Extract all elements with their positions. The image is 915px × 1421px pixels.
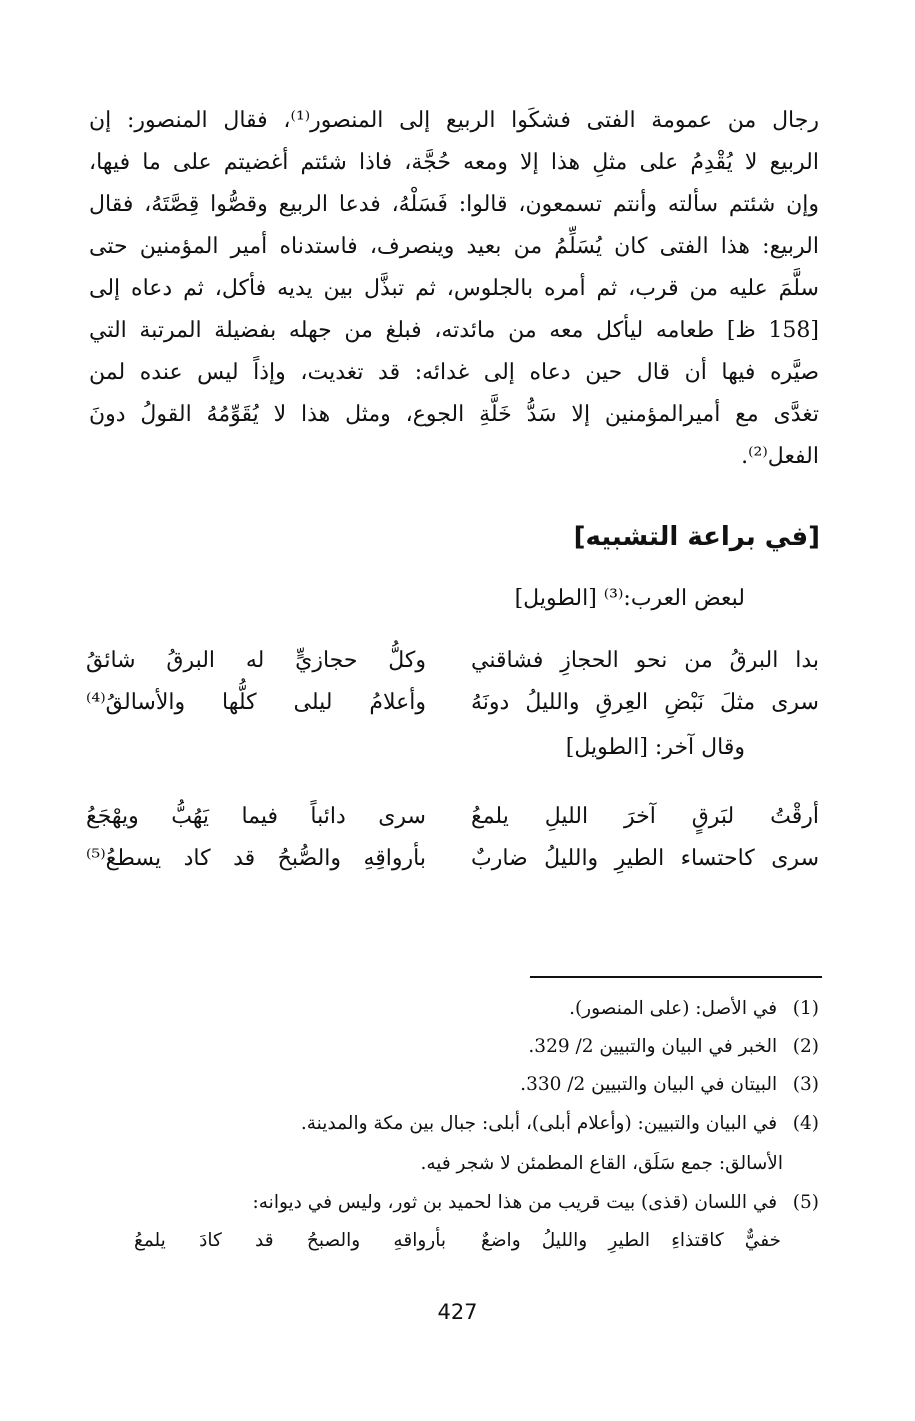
verse-second-hemistich: سرى دائباً فيما يَهُبُّ ويهْجَعُ bbox=[86, 804, 426, 829]
body-line: [158 ظ] طعامه ليأكل معه من مائدته، فبلغ من جهله بفضيلة المرتبة التي bbox=[89, 318, 819, 343]
verse-second-hemistich: وكلُّ حجازيٍّ له البرقُ شائقُ bbox=[86, 648, 426, 673]
verse-first-hemistich: بدا البرقُ من نحو الحجازِ فشاقني bbox=[471, 648, 819, 673]
section-heading: [في براعة التشبيه] bbox=[573, 522, 820, 552]
footnote-text: في البيان والتبيين: (وأعلام أبلى)، أبلى: جبال بين مكة والمدينة. bbox=[300, 1113, 778, 1134]
footnote-text: البيتان في البيان والتبيين 2/ 330. bbox=[520, 1074, 778, 1095]
footnote-number: (4) bbox=[792, 1113, 819, 1134]
footnote-verse-first: خفيٌّ كاقتذاءِ الطيرِ والليلُ واضعٌ bbox=[481, 1230, 781, 1251]
footnote-verse-second: بأرواقهِ والصبحُ قد كادَ يلمعُ bbox=[134, 1230, 446, 1251]
footnote-text: في الأصل: (على المنصور). bbox=[569, 998, 778, 1019]
body-line: الفعل⁽²⁾. bbox=[741, 444, 819, 469]
body-line: صيَّره فيها أن قال حين دعاه إلى غدائه: قد تغديت، وإذاً ليس عنده لمن bbox=[89, 360, 819, 385]
body-line: سلَّمَ عليه من قرب، ثم أمره بالجلوس، ثم تبذَّل بين يديه فأكل، ثم دعاه إلى bbox=[89, 276, 819, 301]
body-line: تغدَّى مع أميرالمؤمنين إلا سَدُّ خَلَّةِ الجوع، ومثل هذا لا يُقَوِّمُهُ القولُ دونَ bbox=[89, 402, 819, 427]
body-line: رجال من عمومة الفتى فشكَوا الربيع إلى المنصور⁽¹⁾، فقال المنصور: إن bbox=[89, 108, 819, 133]
body-line: الربيع: هذا الفتى كان يُسَلِّمُ من بعيد وينصرف، فاستدناه أمير المؤمنين حتى bbox=[89, 234, 820, 259]
footnote bbox=[520, 1066, 819, 1104]
footnote-text: في اللسان (قذى) بيت قريب من هذا لحميد بن ثور، وليس في ديوانه: bbox=[252, 1192, 778, 1213]
footnote-number: (1) bbox=[792, 998, 819, 1019]
footnote bbox=[569, 990, 819, 1028]
body-line: وإن شئتم سألته وأنتم تسمعون، قالوا: فَسَلْهُ، فدعا الربيع وقصُّوا قِصَّتَهُ، فقال bbox=[89, 192, 819, 217]
poem-intro: وقال آخر: [الطويل] bbox=[565, 735, 745, 760]
footnote-continuation: الأسالق: جمع سَلَق، القاع المطمئن لا شجر فيه. bbox=[420, 1153, 783, 1174]
footnote-number: (5) bbox=[792, 1192, 819, 1213]
footnote-number: (3) bbox=[792, 1074, 819, 1095]
footnote-divider bbox=[530, 976, 822, 978]
poem-intro: لبعض العرب:⁽³⁾ [الطويل] bbox=[514, 586, 745, 611]
verse-second-hemistich: بأرواقِهِ والصُّبحُ قد كاد يسطعُ⁽⁵⁾ bbox=[86, 846, 426, 871]
footnote bbox=[253, 1184, 819, 1222]
body-paragraph bbox=[89, 100, 819, 478]
verse-first-hemistich: سرى كاحتساء الطيرِ والليلُ ضاربٌ bbox=[471, 846, 819, 871]
footnote bbox=[528, 1028, 819, 1066]
verse-first-hemistich: أرقْتُ لبَرقٍ آخرَ الليلِ يلمعُ bbox=[471, 804, 819, 829]
page-number: 427 bbox=[437, 1300, 478, 1324]
footnote bbox=[301, 1105, 819, 1143]
verse-first-hemistich: سرى مثلَ نَبْضِ العِرقِ والليلُ دونَهُ bbox=[471, 690, 819, 715]
footnote-text: الخبر في البيان والتبيين 2/ 329. bbox=[528, 1036, 778, 1057]
verse-second-hemistich: وأعلامُ ليلى كلُّها والأسالقُ⁽⁴⁾ bbox=[86, 690, 426, 715]
footnote-number: (2) bbox=[792, 1036, 819, 1057]
body-line: الربيع لا يُقْدِمُ على مثلِ هذا إلا ومعه حُجَّة، فاذا شئتم أغضيتم على ما فيها، bbox=[89, 150, 819, 175]
